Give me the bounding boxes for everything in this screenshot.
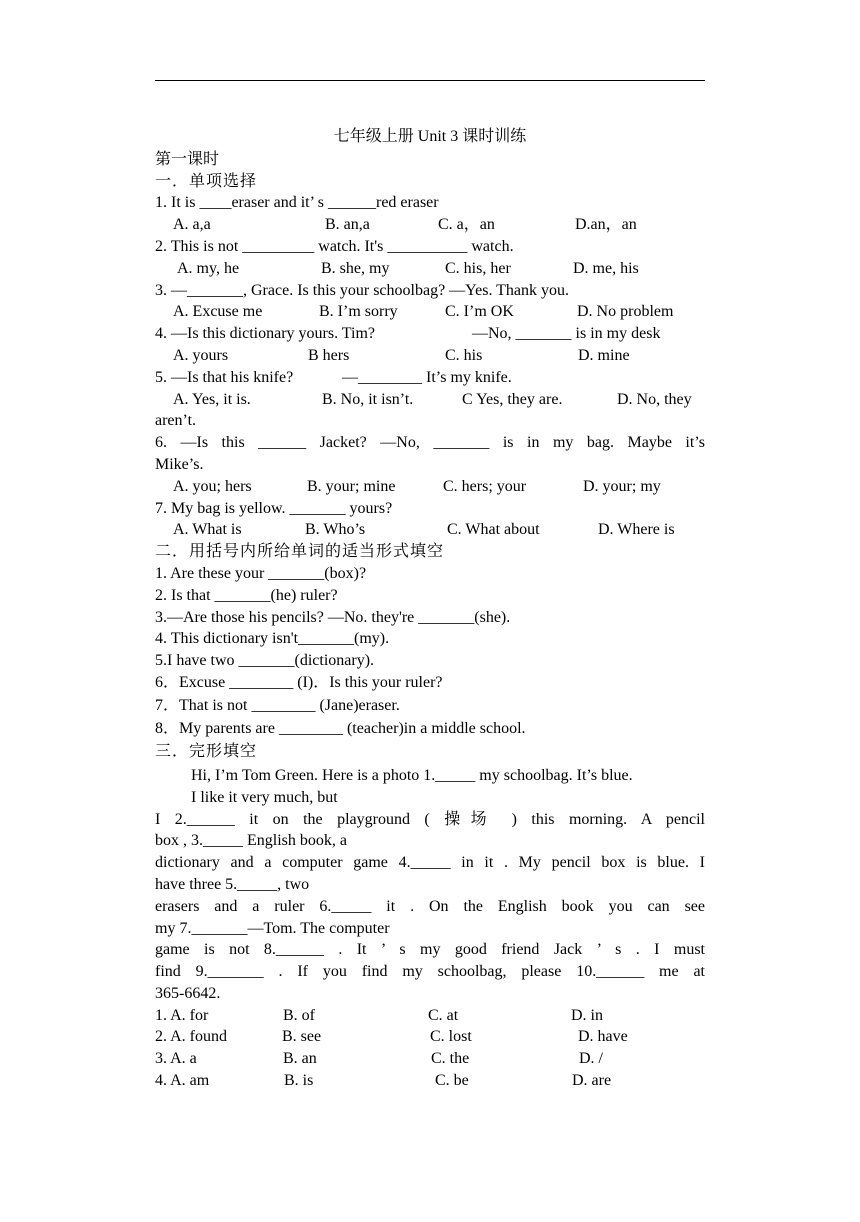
- option: A. a,a: [173, 216, 211, 234]
- option: C. lost: [430, 1028, 472, 1046]
- question-4-options: [155, 345, 705, 367]
- question-6-wrap: Mike’s.: [155, 455, 204, 473]
- section3-heading: 三．完形填空: [155, 742, 258, 760]
- question-text: 4. —Is this dictionary yours. Tim?: [155, 325, 376, 343]
- passage-line: my 7._______—Tom. The computer: [155, 919, 390, 937]
- option: B. an,a: [325, 216, 370, 234]
- passage-line: have three 5._____, two: [155, 875, 310, 893]
- option: B. an: [283, 1050, 317, 1068]
- question-1-options: [155, 214, 705, 236]
- option: D. No, they: [617, 390, 692, 408]
- option: B. of: [283, 1006, 315, 1024]
- option: 1. A. for: [155, 1006, 209, 1024]
- fill-item: 4. This dictionary isn't_______(my).: [155, 630, 390, 648]
- option: D. have: [578, 1028, 628, 1046]
- option: D. Where is: [598, 521, 675, 539]
- passage-line: box , 3._____ English book, a: [155, 832, 347, 850]
- option: D.an，an: [575, 216, 637, 234]
- option: 2. A. found: [155, 1028, 227, 1046]
- option: A. What is: [173, 521, 242, 539]
- answer-row: [155, 1026, 705, 1048]
- fill-item: 5.I have two _______(dictionary).: [155, 652, 375, 670]
- option: C. his, her: [445, 259, 511, 277]
- option: C. I’m OK: [445, 303, 514, 321]
- option: B. No, it isn’t.: [322, 390, 414, 408]
- passage-line: 365-6642.: [155, 984, 221, 1002]
- option: C Yes, they are.: [462, 390, 563, 408]
- option: C. the: [431, 1050, 470, 1068]
- option: B hers: [308, 346, 350, 364]
- option: B. see: [282, 1028, 322, 1046]
- question-4: [155, 323, 705, 345]
- question-5-options: [155, 389, 705, 411]
- option: A. you; hers: [173, 477, 252, 495]
- passage-line: Hi, I’m Tom Green. Here is a photo 1._____ my schoolbag. It’s blue.: [191, 766, 633, 784]
- option: C. What about: [447, 521, 540, 539]
- option: D. your; my: [583, 477, 661, 495]
- question-2: 2. This is not _________ watch. It's __________ watch.: [155, 237, 514, 255]
- section2-heading: 二．用括号内所给单词的适当形式填空: [155, 543, 445, 561]
- answer-row: [155, 1070, 705, 1092]
- question-3-options: [155, 301, 705, 323]
- lesson-label: 第一课时: [155, 150, 220, 168]
- question-text: 5. —Is that his knife?: [155, 368, 294, 386]
- option: C. a，an: [438, 216, 495, 234]
- option: B. I’m sorry: [319, 303, 398, 321]
- option: B. she, my: [321, 259, 390, 277]
- option: D. are: [572, 1072, 612, 1090]
- option: C. his: [445, 346, 483, 364]
- passage-line: I 2.______ it on the playground ( 操场 ) this morning. A pencil: [155, 810, 705, 828]
- answer-row: [155, 1048, 705, 1070]
- option: 4. A. am: [155, 1072, 210, 1090]
- section1-heading: 一．单项选择: [155, 172, 258, 190]
- option: D. me, his: [573, 259, 639, 277]
- question-5: [155, 367, 705, 389]
- question-7: 7. My bag is yellow. _______ yours?: [155, 499, 393, 517]
- option: D. in: [571, 1006, 603, 1024]
- fill-item: 2. Is that _______(he) ruler?: [155, 586, 338, 604]
- passage-line: I like it very much, but: [191, 788, 338, 806]
- question-2-options: [155, 258, 705, 280]
- option: C. be: [435, 1072, 469, 1090]
- option: C. hers; your: [443, 477, 527, 495]
- header-rule: [155, 80, 705, 81]
- question-text-response: —________ It’s my knife.: [342, 368, 512, 386]
- fill-item: 3.—Are those his pencils? —No. they're _______(she).: [155, 608, 511, 626]
- question-3: 3. —_______, Grace. Is this your schoolbag? —Yes. Thank you.: [155, 281, 570, 299]
- option: B. Who’s: [305, 521, 366, 539]
- question-6: 6. —Is this ______ Jacket? —No, _______ is in my bag. Maybe it’s: [155, 434, 705, 452]
- question-5-wrap: aren’t.: [155, 412, 197, 430]
- page-title: 七年级上册 Unit 3 课时训练: [333, 128, 527, 145]
- question-7-options: [155, 519, 705, 541]
- passage-line: find 9._______ . If you find my schoolbag, please 10.______ me at: [155, 963, 705, 981]
- passage-line: erasers and a ruler 6._____ it . On the English book you can see: [155, 897, 705, 915]
- passage-line: dictionary and a computer game 4._____ in it . My pencil box is blue. I: [155, 854, 705, 872]
- question-1: 1. It is ____eraser and it’ s ______red eraser: [155, 194, 439, 212]
- passage-line: game is not 8.______ . It ’ s my good friend Jack ’ s . I must: [155, 941, 705, 959]
- question-text-response: —No, _______ is in my desk: [472, 325, 661, 343]
- fill-item: 7．That is not ________ (Jane)eraser.: [155, 696, 400, 714]
- fill-item: 6．Excuse ________ (I)．Is this your ruler?: [155, 673, 443, 691]
- fill-item: 8．My parents are ________ (teacher)in a middle school.: [155, 719, 526, 737]
- fill-item: 1. Are these your _______(box)?: [155, 564, 367, 582]
- option: B. is: [284, 1072, 314, 1090]
- option: A. yours: [173, 346, 229, 364]
- option: D. mine: [578, 346, 630, 364]
- option: C. at: [428, 1006, 459, 1024]
- option: A. Excuse me: [173, 303, 263, 321]
- option: D. /: [579, 1050, 603, 1068]
- option: B. your; mine: [307, 477, 396, 495]
- worksheet: [155, 126, 705, 1092]
- option: 3. A. a: [155, 1050, 197, 1068]
- option: D. No problem: [577, 303, 674, 321]
- option: A. my, he: [177, 259, 240, 277]
- option: A. Yes, it is.: [173, 390, 251, 408]
- answer-row: [155, 1005, 705, 1027]
- question-6-options: [155, 476, 705, 498]
